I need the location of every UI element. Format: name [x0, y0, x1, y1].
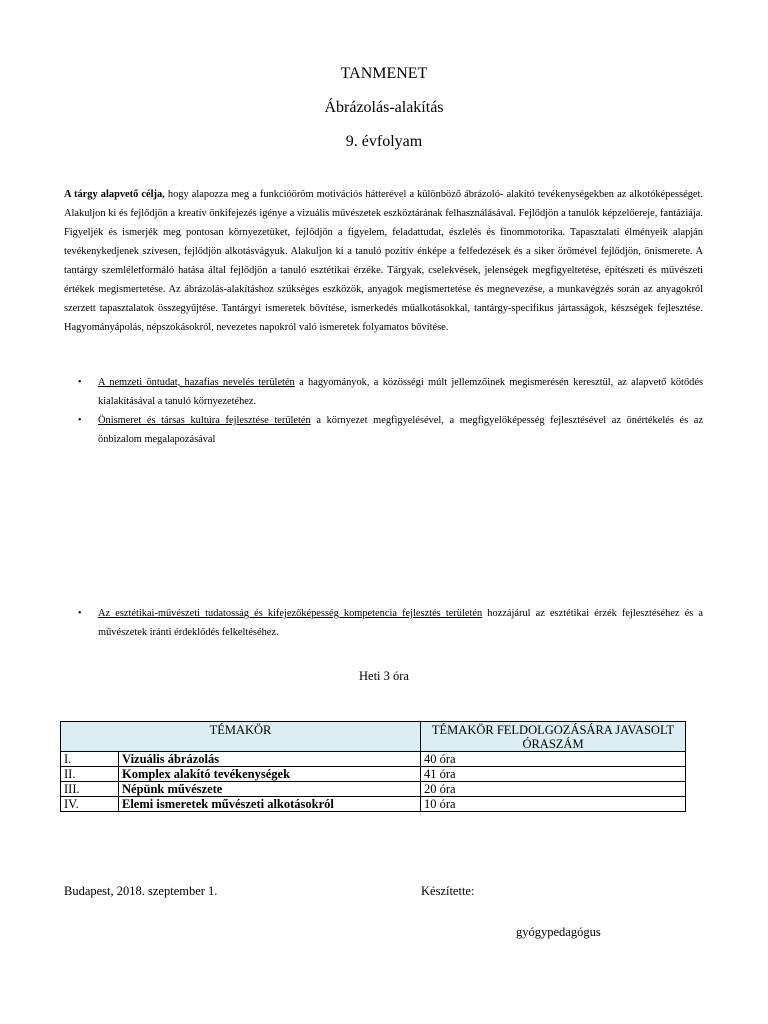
weekly-hours: Heti 3 óra	[359, 669, 409, 683]
goals-list-top	[64, 373, 703, 449]
list-item-underlined: A nemzeti öntudat, hazafias nevelés területén	[98, 377, 295, 388]
table-cell-num: II.	[61, 767, 119, 782]
table-cell-hours: 40 óra	[421, 752, 686, 767]
author-role: gyógypedagógus	[516, 925, 601, 939]
table-header-hours: TÉMAKÖR FELDOLGOZÁSÁRA JAVASOLT ÓRASZÁM	[421, 722, 686, 752]
bullet-icon: •	[78, 608, 82, 619]
list-item	[64, 411, 703, 449]
goals-list-bottom	[64, 604, 703, 642]
table-cell-hours: 41 óra	[421, 767, 686, 782]
table-cell-topic: Elemi ismeretek művészeti alkotásokról	[119, 797, 421, 812]
bullet-icon: •	[78, 415, 82, 426]
document-title: TANMENET	[340, 65, 428, 82]
topics-table	[60, 721, 686, 812]
list-item	[64, 604, 703, 642]
list-item-underlined: Az esztétikai-művészeti tudatosság és kifejezőképesség kompetencia fejlesztés területén	[98, 608, 483, 619]
table-cell-topic: Vizuális ábrázolás	[119, 752, 421, 767]
table-row	[61, 767, 686, 782]
table-cell-num: IV.	[61, 797, 119, 812]
list-item-text: a környezet megfigyelésével, a megfigyelőképesség fejlesztésével az önértékelés és az önbizalom megalapozásával	[98, 415, 703, 445]
table-cell-hours: 20 óra	[421, 782, 686, 797]
grade-title: 9. évfolyam	[345, 133, 423, 150]
table-cell-topic: Komplex alakító tevékenységek	[119, 767, 421, 782]
list-item-text: a hagyományok, a közösségi múlt jellemzőinek megismerésén keresztül, az alapvető kötődés kialakításával a tanuló környezetéhez.	[98, 377, 703, 407]
table-row	[61, 752, 686, 767]
subject-title: Ábrázolás-alakítás	[324, 99, 444, 116]
table-cell-topic: Népünk művészete	[119, 782, 421, 797]
table-header-topic: TÉMAKÖR	[61, 722, 421, 752]
table-cell-hours: 10 óra	[421, 797, 686, 812]
table-header-row	[61, 722, 686, 752]
bullet-icon: •	[78, 377, 82, 388]
intro-text: hogy alapozza meg a funkcióöröm motivációs hátterével a különböző ábrázoló- alakító tevékenységekben az alkotóképességet. Alakuljon ki és fejlődjön a kreatív önkifejezés igénye a vizuális művészetek eszköztárának felhasználásával. Fejlődjön a tanulók képzelőereje, fantáziája. Figyeljék és ismerjék meg pontosan környezetüket, fejlődjön a figyelem, feladattudat, észlelés és finommotorika. Tapasztalati élményeik alapján tevékenykedjenek szívesen, fejlődjön alkotásvágyuk. Alakuljon ki a tanuló pozitív énképe a felfedezések és a siker örömével fejlődjön, önismerete. A tantárgy szemléletformáló hatása által fejlődjön a tanuló esztétikai érzéke. Tárgyak, cselekvések, jelenségek megfigyeltetése, építészeti és művészeti értékek megismertetése. Az ábrázolás-alakításhoz szükséges eszközök, anyagok megismertetése és megnevezése, a munkavégzés során az anyagokról szerzett tapasztalatok összegyűjtése. Tantárgyi ismeretek bővítése, ismerkedés műalkotásokkal, tantárgy-specifikus jártasságok, készségek fejlesztése. Hagyományápolás, népszokásokról, nevezetes napokról való ismeretek folyamatos bővítése.	[64, 189, 703, 333]
table-cell-num: I.	[61, 752, 119, 767]
intro-lead: A tárgy alapvető célja,	[64, 189, 165, 200]
prepared-by-label: Készítette:	[421, 884, 475, 898]
place-date: Budapest, 2018. szeptember 1.	[64, 884, 218, 898]
intro-paragraph	[64, 185, 703, 337]
list-item-text: hozzájárul az esztétikai érzék fejlesztéséhez és a művészetek iránti érdeklődés felkeltéséhez.	[98, 608, 703, 638]
list-item-underlined: Önismeret és társas kultúra fejlesztése területén	[98, 415, 311, 426]
table-row	[61, 782, 686, 797]
table-cell-num: III.	[61, 782, 119, 797]
list-item	[64, 373, 703, 411]
table-row	[61, 797, 686, 812]
